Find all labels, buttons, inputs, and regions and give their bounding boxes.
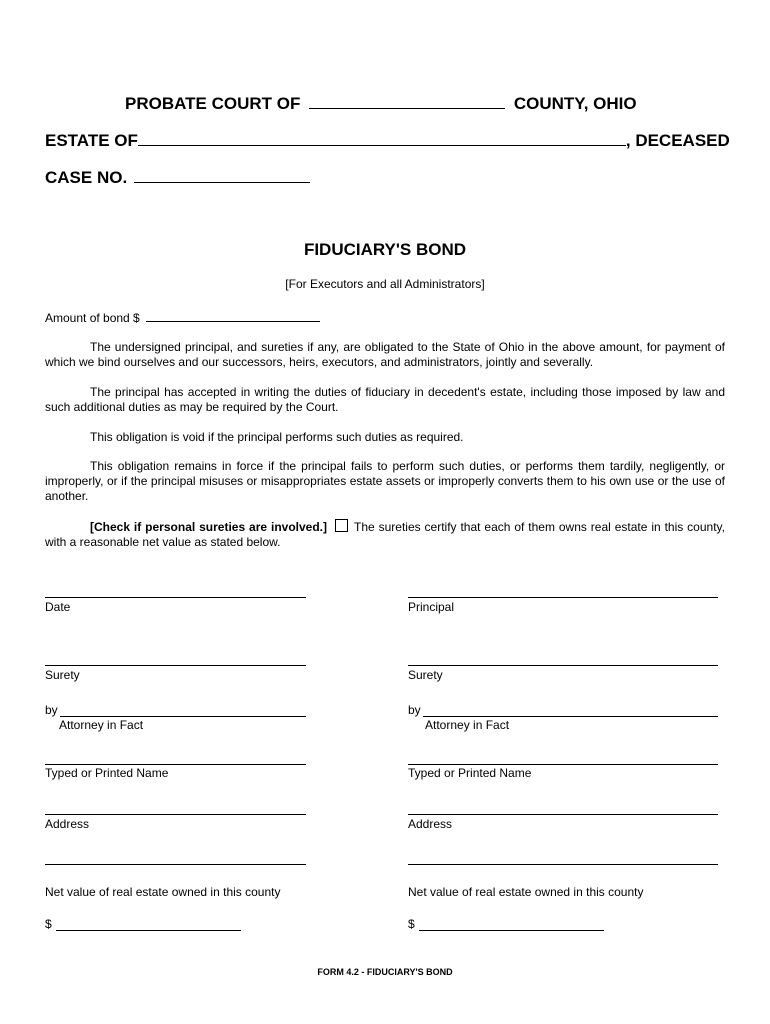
paragraph-void — [45, 430, 725, 445]
paragraph-sureties — [45, 519, 725, 550]
case-label: CASE NO. — [45, 168, 128, 187]
right-surety-line[interactable] — [408, 665, 718, 666]
amount-field[interactable] — [146, 320, 320, 322]
paragraph-text: This obligation is void if the principal performs such duties as required. — [90, 430, 464, 444]
paragraph-text: The sureties certify that each of them owns real estate in this county, with a reasonable net value as stated below. — [45, 520, 725, 549]
right-dollar-label: $ — [408, 917, 415, 931]
left-attorney-label: Attorney in Fact — [59, 718, 144, 732]
case-line — [45, 168, 310, 188]
amount-line — [45, 311, 320, 325]
estate-name-field[interactable] — [138, 144, 626, 146]
left-attorney-line[interactable] — [60, 716, 306, 717]
right-net-value-field[interactable] — [419, 930, 604, 931]
right-address-line-2[interactable] — [408, 864, 718, 865]
estate-line — [45, 131, 730, 151]
left-typed-name-line[interactable] — [45, 764, 306, 765]
right-address-label: Address — [408, 817, 453, 831]
right-address-line[interactable] — [408, 814, 718, 815]
paragraph-text: The principal has accepted in writing the duties of fiduciary in decedent's estate, including those imposed by law and such additional duties as may be required by the Court. — [45, 385, 725, 414]
estate-label: ESTATE OF — [45, 131, 138, 150]
paragraph-duties — [45, 385, 725, 415]
left-by-label: by — [45, 703, 58, 717]
case-number-field[interactable] — [134, 181, 310, 183]
sureties-check-label: [Check if personal sureties are involved.] — [90, 520, 328, 534]
right-net-value-label: Net value of real estate owned in this county — [408, 885, 644, 899]
deceased-label: , DECEASED — [625, 131, 730, 150]
left-address-label: Address — [45, 817, 90, 831]
left-surety-line[interactable] — [45, 665, 306, 666]
date-line[interactable] — [45, 597, 306, 598]
paragraph-obligation — [45, 340, 725, 370]
paragraph-in-force — [45, 459, 725, 504]
right-by-label: by — [408, 703, 421, 717]
paragraph-text: This obligation remains in force if the principal fails to perform such duties, or performs them tardily, negligently, or improperly, or if the principal misuses or misappropriates estate assets or improperly converts them to his own use or the use of another. — [45, 459, 725, 503]
date-label: Date — [45, 600, 71, 614]
court-prefix: PROBATE COURT OF — [125, 94, 301, 113]
right-surety-label: Surety — [408, 668, 443, 682]
form-subtitle: [For Executors and all Administrators] — [285, 277, 485, 291]
left-typed-name-label: Typed or Printed Name — [45, 766, 169, 780]
left-dollar-label: $ — [45, 917, 52, 931]
court-suffix: COUNTY, OHIO — [513, 94, 637, 113]
left-address-line[interactable] — [45, 814, 306, 815]
left-net-value-field[interactable] — [56, 930, 241, 931]
right-typed-name-label: Typed or Printed Name — [408, 766, 532, 780]
county-field[interactable] — [309, 107, 505, 109]
left-net-value-label: Net value of real estate owned in this county — [45, 885, 281, 899]
right-attorney-line[interactable] — [423, 716, 718, 717]
principal-line[interactable] — [408, 597, 718, 598]
form-title: FIDUCIARY'S BOND — [303, 240, 467, 259]
form-footer: FORM 4.2 - FIDUCIARY'S BOND — [317, 967, 453, 977]
left-surety-label: Surety — [45, 668, 80, 682]
paragraph-text: The undersigned principal, and sureties if any, are obligated to the State of Ohio in the above amount, for payment of which we bind ourselves and our successors, heirs, executors, and administrators, jointly and severally. — [45, 340, 725, 369]
personal-sureties-checkbox[interactable] — [335, 519, 348, 532]
principal-label: Principal — [408, 600, 455, 614]
court-header — [125, 94, 637, 114]
left-address-line-2[interactable] — [45, 864, 306, 865]
amount-label: Amount of bond $ — [45, 311, 140, 325]
right-typed-name-line[interactable] — [408, 764, 718, 765]
right-attorney-label: Attorney in Fact — [425, 718, 510, 732]
